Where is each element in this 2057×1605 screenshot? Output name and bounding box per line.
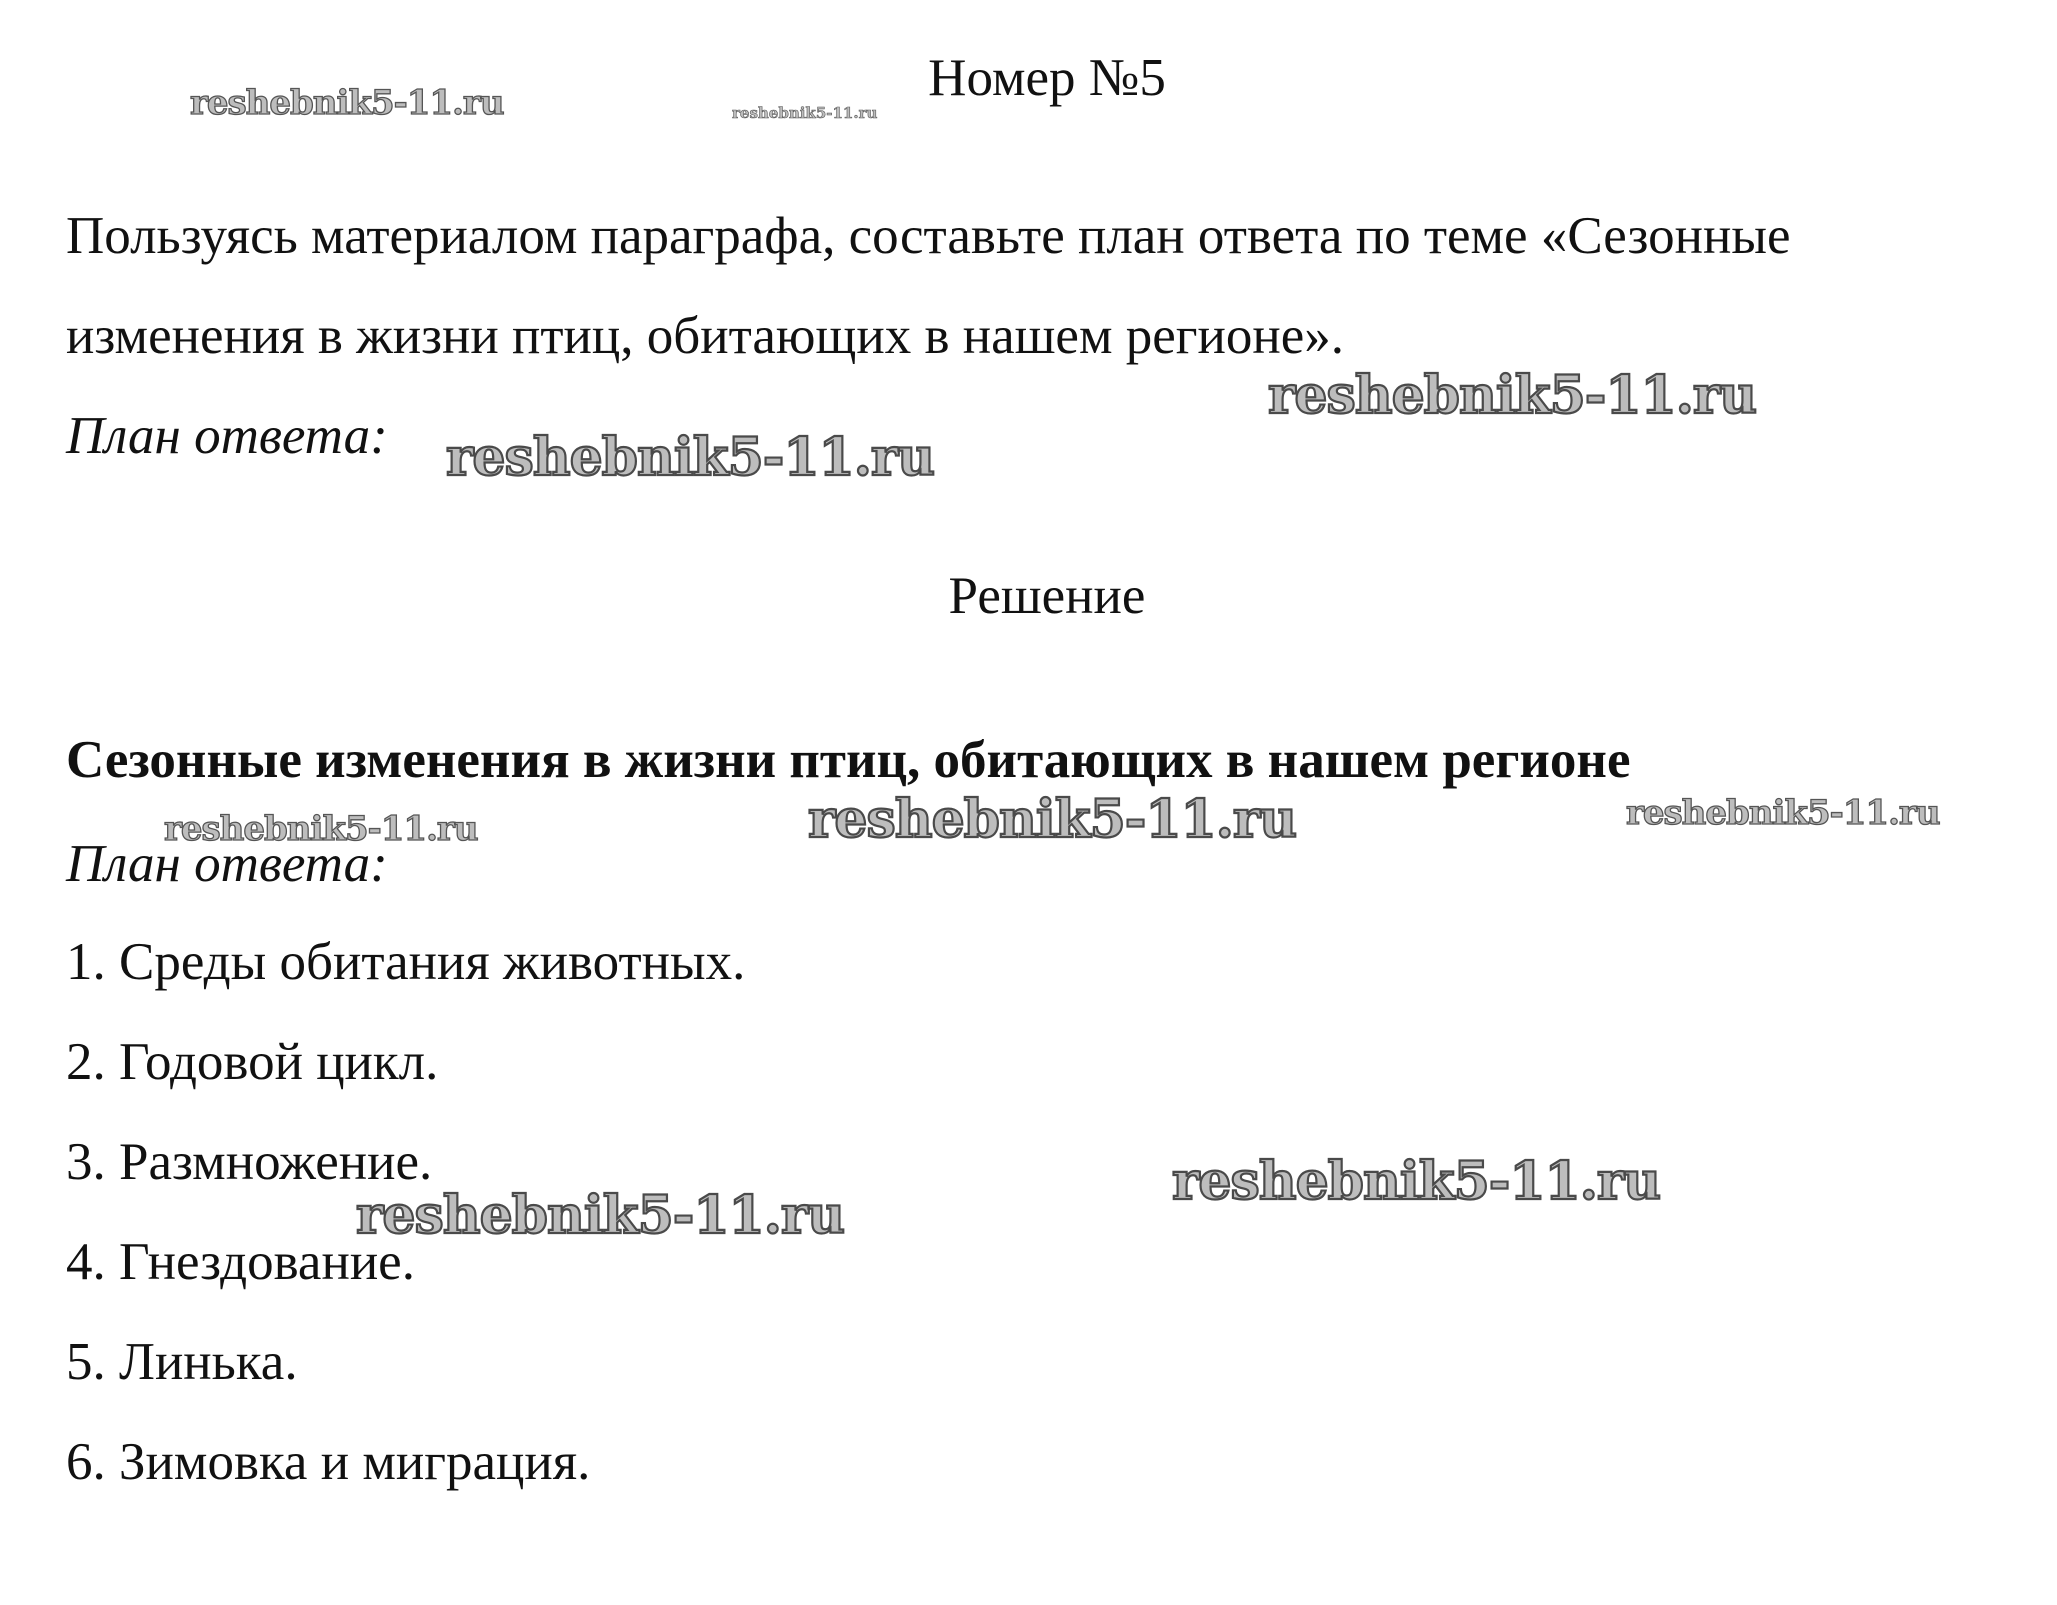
plan-item-2: 2. Годовой цикл. bbox=[66, 1033, 439, 1091]
watermark: reshebnik5-11.ru bbox=[1172, 1151, 1661, 1212]
plan-item-4: 4. Гнездование. bbox=[66, 1233, 415, 1291]
watermark: reshebnik5-11.ru bbox=[808, 789, 1297, 850]
task-text-line-1: Пользуясь материалом параграфа, составьте план ответа по теме «Сезонные bbox=[66, 207, 1791, 265]
watermark: reshebnik5-11.ru bbox=[732, 104, 878, 122]
watermark: reshebnik5-11.ru bbox=[1268, 365, 1757, 426]
solution-topic: Сезонные изменения в жизни птиц, обитающих в нашем регионе bbox=[66, 731, 1631, 789]
task-text-line-2: изменения в жизни птиц, обитающих в нашем регионе». bbox=[66, 307, 1345, 365]
task-plan-label: План ответа: bbox=[66, 407, 388, 465]
solution-heading: Решение bbox=[948, 567, 1146, 625]
watermark: reshebnik5-11.ru bbox=[190, 83, 504, 123]
plan-item-1: 1. Среды обитания животных. bbox=[66, 933, 746, 991]
page-title: Номер №5 bbox=[928, 49, 1166, 107]
watermark: reshebnik5-11.ru bbox=[356, 1185, 845, 1246]
watermark: reshebnik5-11.ru bbox=[1626, 793, 1940, 833]
plan-item-5: 5. Линька. bbox=[66, 1333, 298, 1391]
watermark: reshebnik5-11.ru bbox=[164, 809, 478, 849]
watermark: reshebnik5-11.ru bbox=[446, 427, 935, 488]
plan-item-3: 3. Размножение. bbox=[66, 1133, 433, 1191]
solution-plan-label: План ответа: bbox=[66, 835, 388, 893]
plan-item-6: 6. Зимовка и миграция. bbox=[66, 1433, 591, 1491]
